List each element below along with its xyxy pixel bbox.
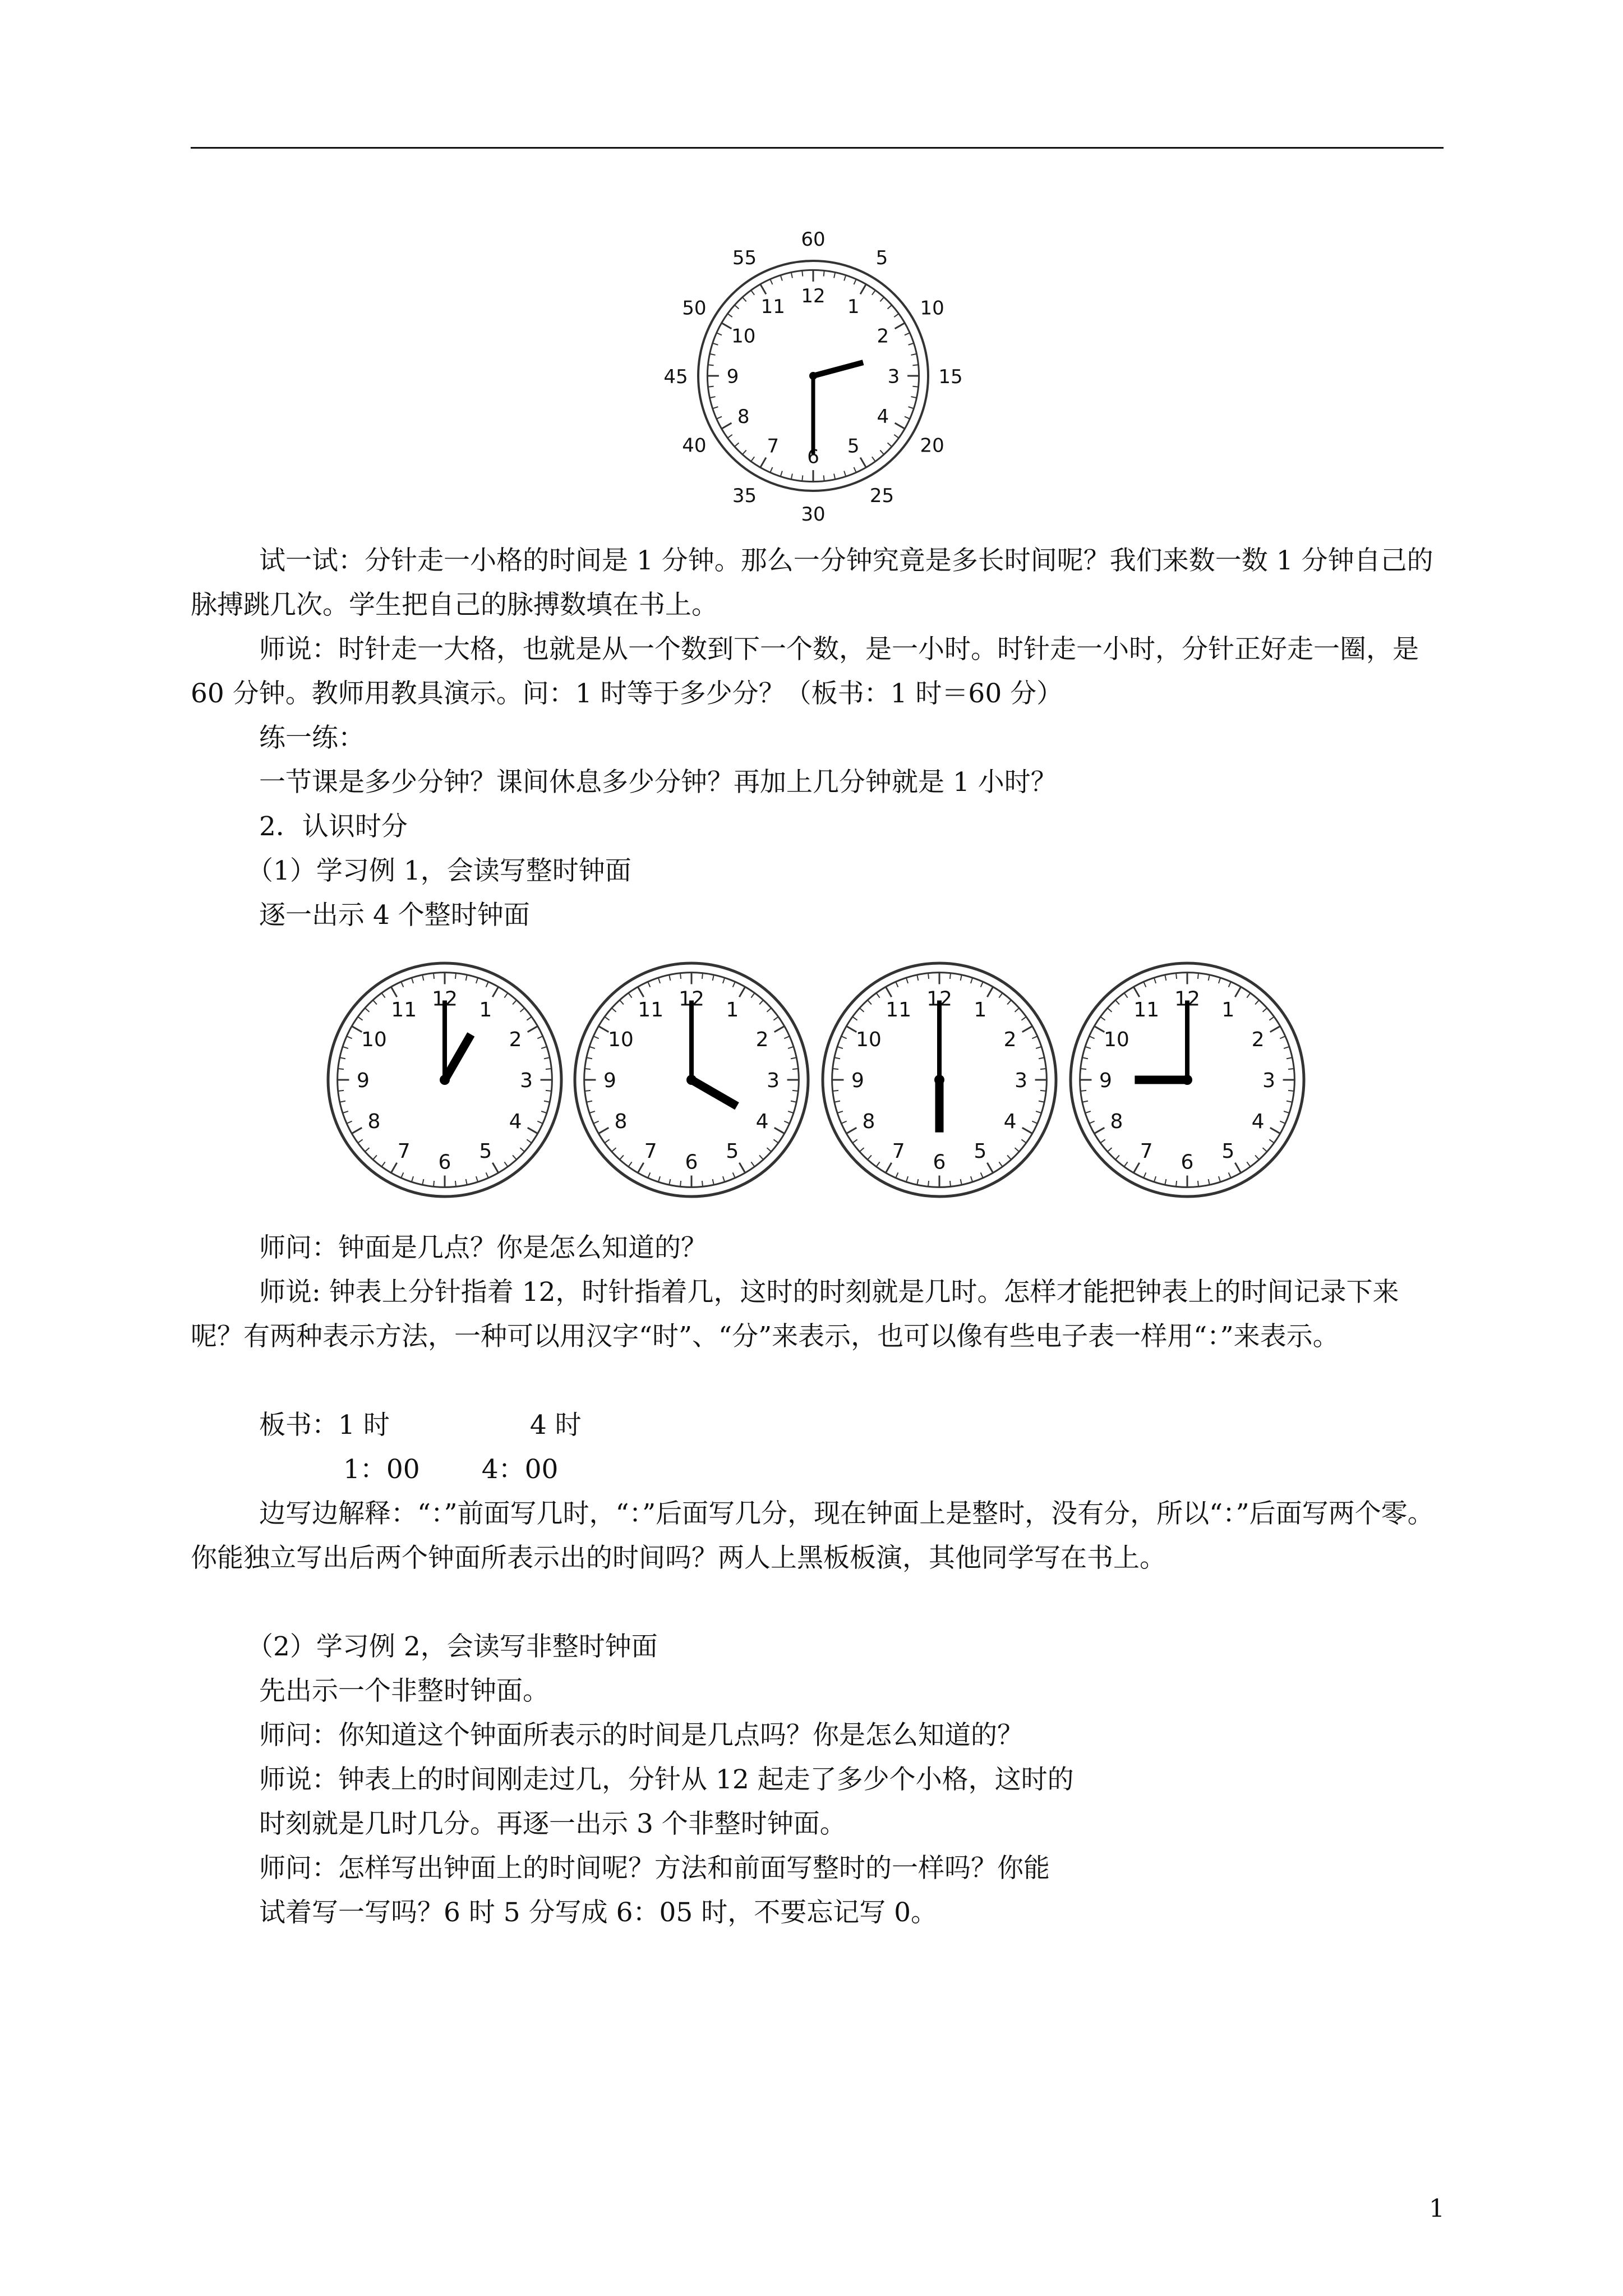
paragraph-try: 试一试：分针走一小格的时间是 1 分钟。那么一分钟究竟是多长时间呢？我们来数一数 1 分钟自己的脉搏跳几次。学生把自己的脉搏数填在书上。 — [191, 545, 1433, 620]
whole-hour-clocks — [317, 940, 1326, 1220]
clock-hub — [934, 1075, 944, 1085]
hour-label: 10 — [361, 1028, 387, 1052]
hour-label: 10 — [608, 1028, 634, 1052]
hour-label: 2 — [1003, 1028, 1017, 1052]
hour-label: 9 — [356, 1069, 370, 1092]
hour-label: 8 — [737, 405, 750, 428]
hour-label: 12 — [801, 284, 826, 307]
hour-label: 6 — [438, 1151, 451, 1174]
hour-label: 10 — [856, 1028, 882, 1052]
hour-label: 3 — [520, 1069, 533, 1092]
teacher-asks-time-line: 师问：你知道这个钟面所表示的时间是几点吗？你是怎么知道的？ — [259, 1720, 1023, 1751]
hour-label: 11 — [1133, 998, 1160, 1022]
hour-label: 4 — [755, 1110, 769, 1133]
clock-icon — [656, 230, 970, 522]
hour-label: 3 — [767, 1069, 780, 1092]
hour-label: 9 — [603, 1069, 616, 1092]
hour-label: 6 — [933, 1151, 946, 1174]
practice-question: 一节课是多少分钟？课间休息多少分钟？再加上几分钟就是 1 小时？ — [259, 767, 1057, 798]
clock-hub — [686, 1075, 697, 1085]
hour-label: 12 — [926, 987, 952, 1011]
hour-label: 1 — [847, 295, 860, 318]
minute-label: 45 — [663, 366, 688, 388]
hour-label: 5 — [1221, 1140, 1235, 1163]
minute-label: 20 — [920, 434, 944, 457]
hour-label: 12 — [679, 987, 704, 1011]
hour-label: 6 — [1181, 1151, 1194, 1174]
minute-label: 40 — [682, 434, 707, 457]
minute-label: 35 — [732, 485, 757, 508]
minute-label: 50 — [682, 297, 707, 320]
hour-label: 5 — [479, 1140, 492, 1163]
page-number: 1 — [1429, 2194, 1445, 2223]
hour-label: 7 — [1140, 1140, 1153, 1163]
hour-label: 11 — [391, 998, 417, 1022]
hour-label: 9 — [851, 1069, 864, 1092]
board-4-00: 4：00 — [481, 1454, 559, 1485]
clock-hub — [1182, 1075, 1192, 1085]
hour-label: 2 — [877, 325, 889, 348]
hour-label: 5 — [847, 435, 860, 458]
hour-label: 7 — [397, 1140, 411, 1163]
example-1-heading: （1）学习例 1，会读写整时钟面 — [247, 855, 631, 886]
minute-label: 25 — [869, 485, 895, 508]
board-1-00: 1：00 — [343, 1454, 420, 1485]
teacher-says-line-2: 时刻就是几时几分。再逐一出示 3 个非整时钟面。 — [259, 1809, 846, 1839]
hour-label: 9 — [726, 365, 739, 388]
practice-heading: 练一练： — [259, 723, 365, 753]
hour-label: 3 — [887, 365, 900, 388]
hour-label: 4 — [877, 405, 889, 428]
show-clocks-line: 逐一出示 4 个整时钟面 — [259, 900, 530, 931]
minute-label: 15 — [938, 366, 963, 388]
hour-label: 11 — [886, 998, 912, 1022]
hour-label: 2 — [509, 1028, 522, 1052]
hour-label: 11 — [760, 295, 785, 318]
board-4-hour: 4 时 — [529, 1410, 582, 1441]
minute-label: 60 — [801, 230, 826, 251]
hour-label: 10 — [731, 325, 756, 348]
hour-label: 3 — [1015, 1069, 1028, 1092]
board-1-hour: 板书：1 时 — [259, 1410, 390, 1441]
hour-label: 8 — [614, 1110, 628, 1133]
teacher-asks-line: 师问：钟面是几点？你是怎么知道的？ — [259, 1232, 707, 1263]
hour-label: 8 — [367, 1110, 381, 1133]
hour-label: 10 — [1104, 1028, 1129, 1052]
hour-label: 2 — [755, 1028, 769, 1052]
minute-label: 30 — [801, 503, 826, 522]
paragraph-teacher-says-record: 师说: 钟表上分针指着 12，时针指着几，这时的时刻就是几时。怎样才能把钟表上的时间记录下来呢？有两种表示方法，一种可以用汉字“时”、“分”来表示，也可以像有些电子表一样用“：”来表示。 — [191, 1277, 1399, 1352]
show-non-whole-line: 先出示一个非整时钟面。 — [259, 1676, 549, 1706]
hour-label: 12 — [432, 987, 458, 1011]
clock-hub — [809, 372, 817, 380]
hour-label: 4 — [1251, 1110, 1265, 1133]
hour-label: 4 — [509, 1110, 522, 1133]
hour-label: 1 — [726, 998, 739, 1022]
whole-hour-clock — [328, 963, 561, 1197]
hour-label: 1 — [1221, 998, 1235, 1022]
minute-label: 5 — [875, 246, 888, 269]
hour-label: 2 — [1251, 1028, 1265, 1052]
whole-hour-clock — [575, 963, 808, 1197]
clock-hub — [440, 1075, 450, 1085]
hour-label: 3 — [1262, 1069, 1276, 1092]
main-clock-figure — [656, 230, 970, 522]
main-clock-face — [698, 261, 928, 491]
hour-label: 12 — [1174, 987, 1200, 1011]
hour-label: 1 — [974, 998, 987, 1022]
hour-label: 5 — [974, 1140, 987, 1163]
teacher-asks-write-line-2: 试着写一写吗？6 时 5 分写成 6：05 时，不要忘记写 0。 — [259, 1897, 938, 1928]
example-2-heading: （2）学习例 2，会读写非整时钟面 — [247, 1631, 658, 1662]
hour-label: 5 — [726, 1140, 739, 1163]
paragraph-teacher-says-hour: 师说：时针走一大格，也就是从一个数到下一个数，是一小时。时针走一小时，分针正好走一圈，是 60 分钟。教师用教具演示。问：1 时等于多少分？（板书：1 时＝60 分） — [191, 634, 1419, 709]
teacher-asks-write-line-1: 师问：怎样写出钟面上的时间呢？方法和前面写整时的一样吗？你能 — [259, 1853, 1050, 1884]
hour-label: 4 — [1003, 1110, 1017, 1133]
hour-label: 1 — [479, 998, 492, 1022]
hour-label: 6 — [685, 1151, 698, 1174]
header-rule — [191, 147, 1444, 149]
hour-label: 7 — [767, 435, 780, 458]
hour-label: 8 — [1110, 1110, 1123, 1133]
hour-label: 8 — [862, 1110, 875, 1133]
hour-label: 7 — [644, 1140, 657, 1163]
board-digital-line — [343, 1447, 558, 1492]
section-heading: 2．认识时分 — [259, 811, 408, 842]
teacher-says-line-1: 师说：钟表上的时间刚走过几，分针从 12 起走了多少个小格，这时的 — [259, 1764, 1074, 1795]
hour-label: 11 — [638, 998, 664, 1022]
hour-label: 6 — [807, 445, 819, 468]
hour-label: 9 — [1099, 1069, 1112, 1092]
board-writing-line — [259, 1403, 582, 1447]
minute-label: 10 — [920, 297, 944, 320]
minute-label: 55 — [732, 246, 757, 269]
whole-hour-clock — [1071, 963, 1304, 1197]
hour-label: 7 — [892, 1140, 905, 1163]
whole-hour-clock — [823, 963, 1056, 1197]
paragraph-explain: 边写边解释：“：”前面写几时，“：”后面写几分，现在钟面上是整时，没有分，所以“：”后面写两个零。你能独立写出后两个钟面所表示出的时间吗？两人上黑板板演，其他同学写在书上。 — [191, 1498, 1434, 1573]
